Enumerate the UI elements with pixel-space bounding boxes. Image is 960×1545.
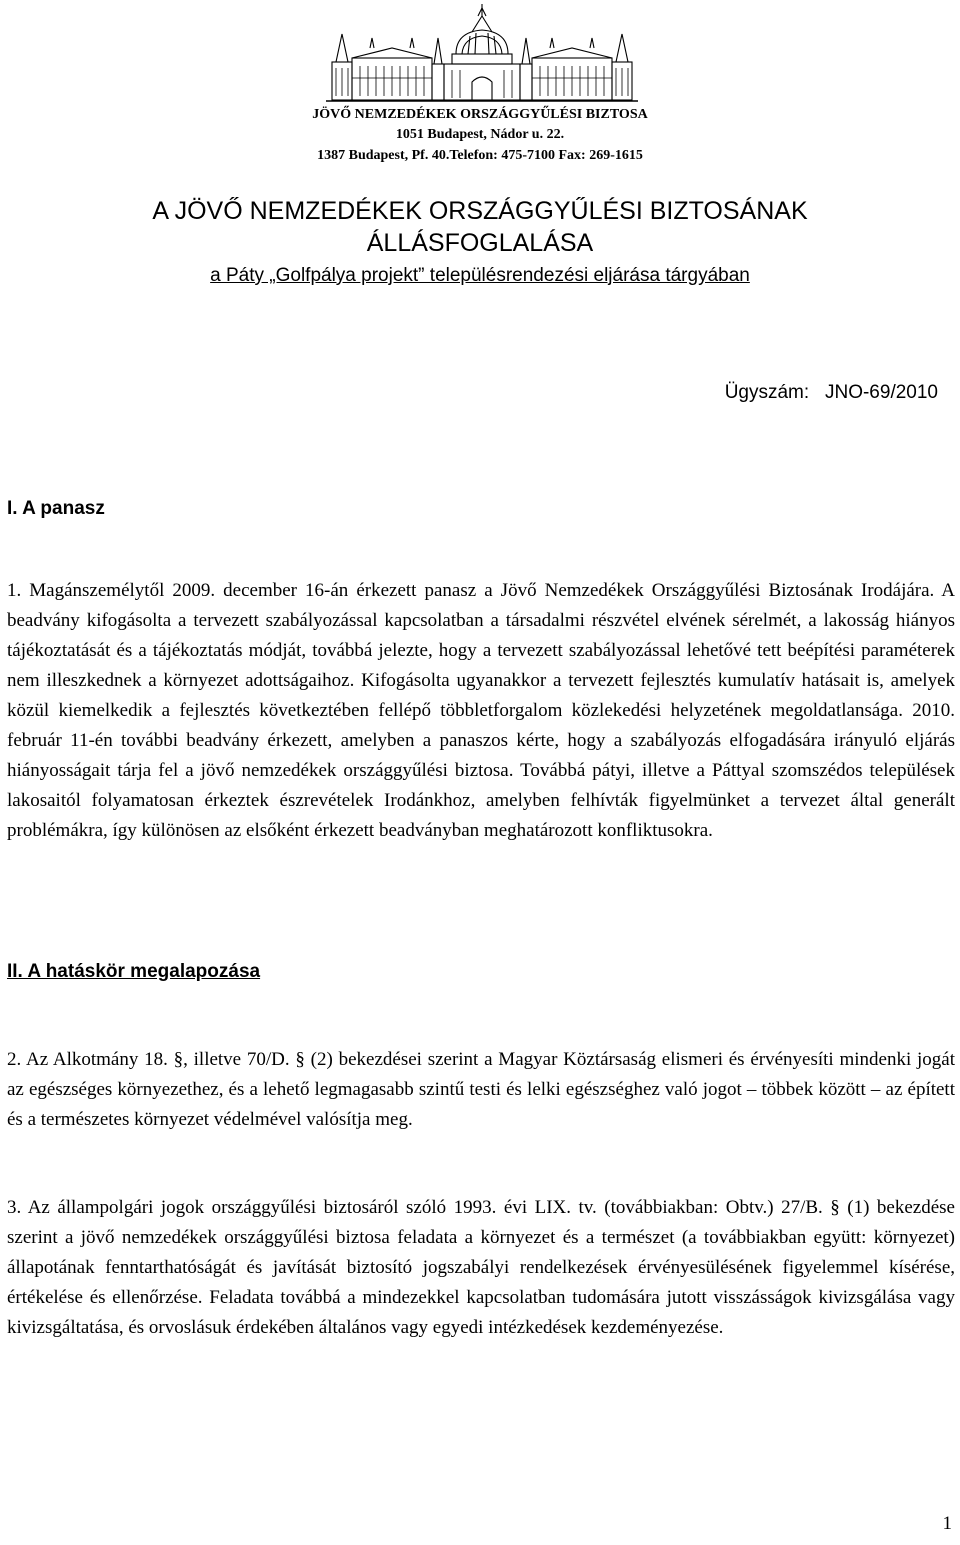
institution-name: JÖVŐ NEMZEDÉKEK ORSZÁGGYŰLÉSI BIZTOSA — [312, 107, 648, 122]
paragraph-1: 1. Magánszemélytől 2009. december 16-án érkezett panasz a Jövő Nemzedékek Országgyűlési Biztosának Irodájára. A beadvány kifogásolta a tervezett szabályozással kapcsolatban a társadalmi részvétel elvének sérelmét, a lakosság hiányos tájékoztatását és a tájékoztatás módját, továbbá jelezte, hogy a tervezett szabályozással lehetővé tett beépítési paraméterek nem illeszkednek a környezet adottságaihoz. Kifogásolta ugyanakkor a tervezett fejlesztés kumulatív hatásait is, amelyek közül kiemelkedik a fejlesztés következtében fellépő többletforgalom közlekedési helyzetének megoldatlansága. 2010. február 11-én további beadvány érkezett, amelyben a panaszos kérte, hogy a szabályozás elfogadására irányuló eljárás hiányosságait tárja fel a jövő nemzedékek országgyűlési biztosa. Továbbá pátyi, illetve a Páttyal szomszédos települések lakosaitól folyamatosan érkeztek észrevételek Irodánkhoz, amelyben felhívták figyelmünket a tervezet által generált problémákra, így különösen az elsőként érkezett beadványban meghatározott konfliktusokra. — [7, 580, 955, 841]
document-title-line-1: A JÖVŐ NEMZEDÉKEK ORSZÁGGYŰLÉSI BIZTOSÁNAK — [152, 197, 808, 225]
address-line-2: 1387 Budapest, Pf. 40.Telefon: 475-7100 Fax: 269-1615 — [317, 148, 643, 163]
paragraph-3: 3. Az állampolgári jogok országgyűlési biztosáról szóló 1993. évi LIX. tv. (továbbiakban: Obtv.) 27/B. § (1) bekezdése szerint a jövő nemzedékek országgyűlési biztosa feladata a környezet és a természet (a továbbiakban együtt: környezet) állapotának fenntarthatóságát és javítását biztosító jogszabályi rendelkezések érvényesülésének figyelemmel kísérése, értékelése és ellenőrzése. Feladata továbbá a mindezekkel kapcsolatban tudomására jutott visszásságok kivizsgálása vagy kivizsgáltatása, és orvoslásuk érdekében általános vagy egyedi intézkedések kezdeményezése. — [7, 1197, 955, 1338]
document-subtitle: a Páty „Golfpálya projekt” településrendezési eljárása tárgyában — [210, 265, 750, 286]
parliament-building-icon — [322, 2, 642, 104]
section-heading-jurisdiction: II. A hatáskör megalapozása — [7, 961, 261, 982]
case-number: Ügyszám: JNO-69/2010 — [724, 382, 938, 403]
section-heading-complaint: I. A panasz — [7, 498, 105, 519]
address-line-1: 1051 Budapest, Nádor u. 22. — [395, 127, 565, 142]
page-number: 1 — [942, 1513, 952, 1534]
paragraph-2: 2. Az Alkotmány 18. §, illetve 70/D. § (2) bekezdései szerint a Magyar Köztársaság elismeri és érvényesíti mindenki jogát az egészséges környezethez, és a lehető legmagasabb szintű testi és lelki egészséghez való jogot – többek között – az épített és a természetes környezet védelmével valósítja meg. — [7, 1049, 955, 1130]
document-title-line-2: ÁLLÁSFOGLALÁSA — [366, 229, 594, 257]
